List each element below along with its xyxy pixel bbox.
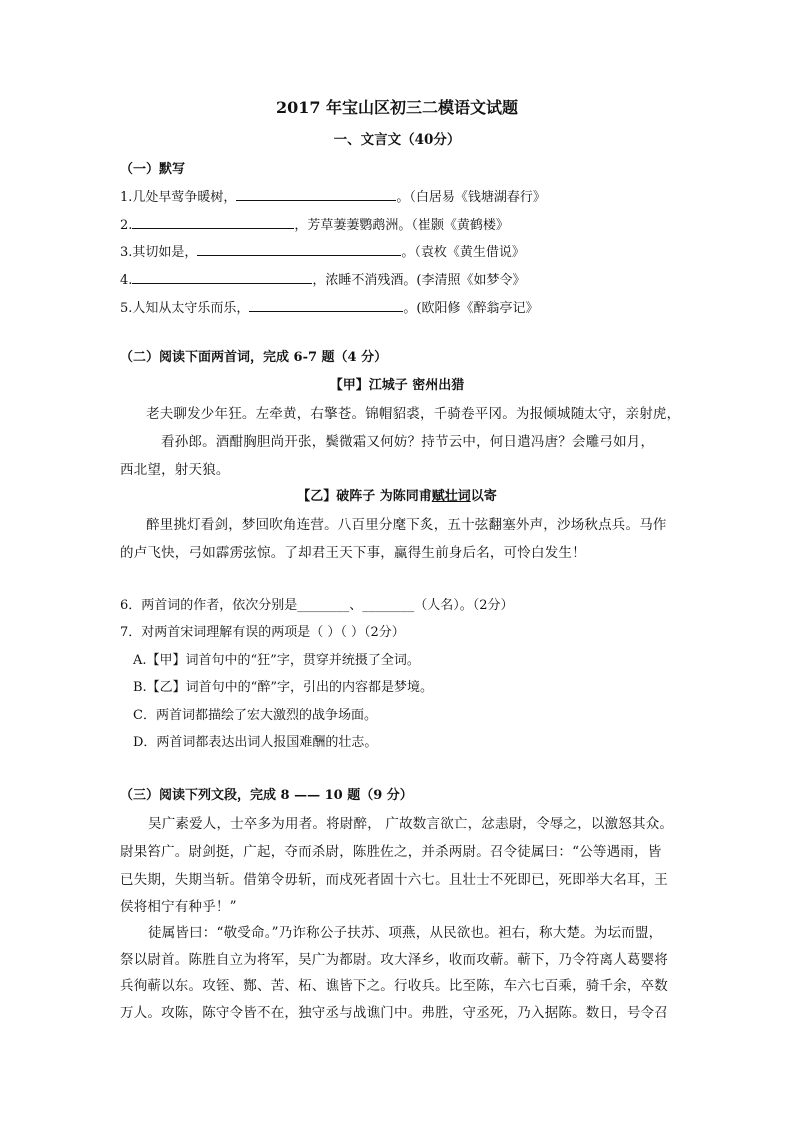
dictation-item-3 [120, 241, 525, 263]
option-d: D．两首词都表达出词人报国难酬的壮志。 [133, 735, 378, 750]
passage-line: 兵徇蕲以东。攻铚、酂、苦、柘、谯皆下之。行收兵。比至陈，车六七百乘，骑千余，卒数 [120, 978, 668, 994]
option-b: B.【乙】词首句中的“醉”字，引出的内容都是梦境。 [133, 680, 433, 695]
question-7: 7．对两首宋词理解有误的两项是（ ）（ ）（2分） [120, 625, 405, 640]
passage-line: 祭以尉首。陈胜自立为将军，吴广为都尉。攻大泽乡，收而攻蕲。蕲下，乃令符离人葛婴将 [120, 952, 668, 968]
passage-line: 徒属皆曰：“敬受命。”乃诈称公子扶苏、项燕，从民欲也。袒右，称大楚。为坛而盟， [148, 925, 663, 941]
item-prefix: 3.其切如是， [120, 245, 198, 260]
part1-heading: （一）默写 [120, 162, 186, 177]
option-a: A.【甲】词首句中的“狂”字，贯穿并统摄了全词。 [133, 653, 420, 668]
passage-line: 万人。攻陈，陈守令皆不在，独守丞与战谯门中。弗胜，守丞死，乃入据陈。数日，号令召 [120, 1005, 668, 1021]
answer-blank[interactable] [197, 241, 401, 256]
answer-blank[interactable] [236, 186, 396, 201]
question-6: 6．两首词的作者，依次分别是________、________（人名）。（2分） [120, 598, 514, 613]
poem-a-title: 【甲】江城子 密州出猎 [329, 378, 465, 393]
poem-b-line-1: 醉里挑灯看剑，梦回吹角连营。八百里分麾下炙，五十弦翻塞外声，沙场秋点兵。马作 [146, 517, 667, 533]
poem-a-line-3: 西北望，射天狼。 [120, 462, 230, 478]
item-prefix: 5.人知从太守乐而乐， [120, 301, 250, 316]
poem-b-title-post: 以寄 [470, 489, 497, 504]
item-suffix: 。(欧阳修《醉翁亭记》 [403, 301, 539, 316]
page-title: 2017 年宝山区初三二模语文试题 [275, 98, 519, 117]
dictation-item-1 [120, 186, 546, 208]
item-prefix: 2. [120, 218, 133, 233]
item-suffix: 。（袁枚《黄生借说》 [401, 245, 525, 260]
poem-a-line-2: 看孙郎。酒酣胸胆尚开张，鬓微霜又何妨？持节云中，何日遣冯唐？会雕弓如月， [161, 434, 655, 450]
poem-b-title-underlined: 赋壮词 [431, 489, 471, 504]
item-suffix: ，芳草萋萋鹦鹉洲。（崔颢《黄鹤楼》 [294, 218, 509, 233]
poem-b-title-pre: 【乙】破阵子 为陈同甫 [297, 489, 432, 504]
dictation-item-2 [120, 214, 509, 236]
item-prefix: 1.几处早莺争暖树， [120, 190, 237, 205]
dictation-item-5 [120, 297, 538, 319]
poem-b-title [0, 487, 794, 507]
passage-line: 已失期，失期当斩。借第令毋斩，而戍死者固十六七。且壮士不死即已，死即举大名耳，王 [120, 872, 668, 888]
poem-b-line-2: 的卢飞快，弓如霹雳弦惊。了却君王天下事，赢得生前身后名，可怜白发生！ [120, 545, 586, 561]
passage-line: 侯将相宁有种乎！” [120, 899, 237, 915]
answer-blank[interactable] [249, 297, 403, 312]
part2-heading: （二）阅读下面两首词，完成 6-7 题（4 分） [120, 350, 388, 365]
item-suffix: ，浓睡不消残酒。(李清照《如梦令》 [312, 273, 526, 288]
item-suffix: 。（白居易《钱塘湖春行》 [396, 190, 546, 205]
dictation-item-4 [120, 269, 525, 291]
poem-a-line-1: 老夫聊发少年狂。左牵黄，右擎苍。锦帽貂裘，千骑卷平冈。为报倾城随太守，亲射虎， [146, 406, 681, 422]
option-c: C．两首词都描绘了宏大激烈的战争场面。 [133, 708, 377, 723]
item-prefix: 4. [120, 273, 133, 288]
passage-line: 吴广素爱人，士卒多为用者。将尉醉， 广故数言欲亡，忿恚尉，令辱之，以激怒其众。 [148, 816, 674, 832]
answer-blank[interactable] [132, 269, 312, 284]
section-heading: 一、文言文（40分） [333, 132, 461, 148]
answer-blank[interactable] [132, 214, 294, 229]
part3-heading: （三）阅读下列文段，完成 8 —— 10 题（9 分） [120, 788, 413, 803]
passage-line: 尉果笞广。尉剑挺，广起，夺而杀尉，陈胜佐之，并杀两尉。召令徒属曰：“公等遇雨，皆 [120, 844, 662, 860]
